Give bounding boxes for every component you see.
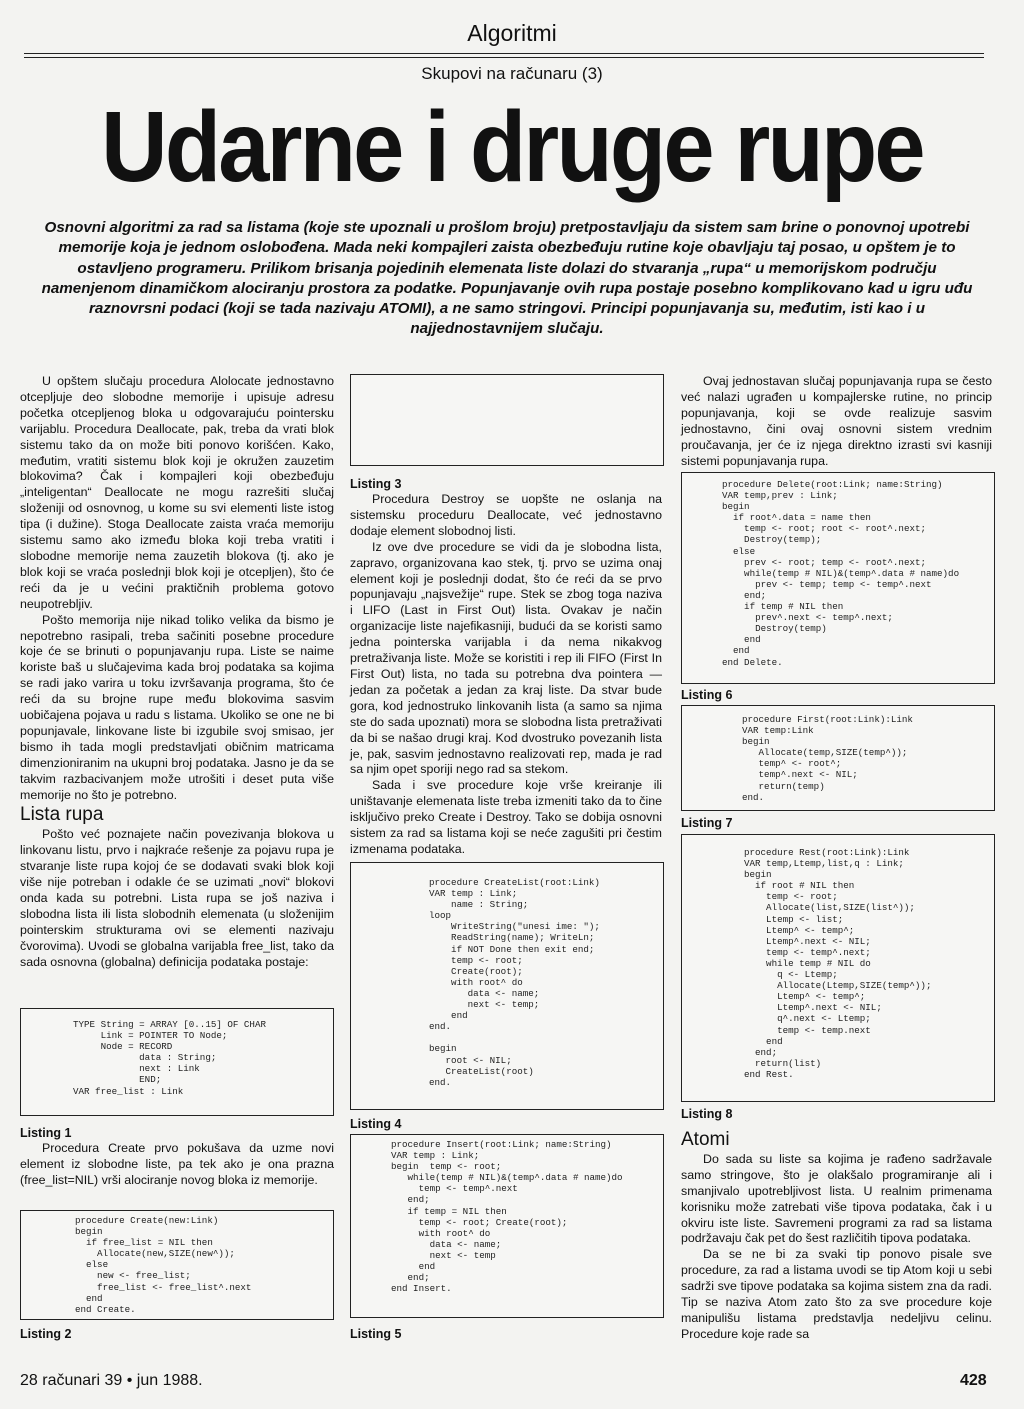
col1-paragraph-3: Pošto već poznajete način povezivanja blokova u linkovanu listu, prvo i najkraće rešenje za pojavu rupa je stvaranje liste rupa kojoj će se dodavati svaki blok koji više nije potreban i odakle će se uzimati „novi“ blokovi onda kada su potrebni. Lista rupa se još naziva i slobodna lista ili lista slobodnih elemenata (u složenijim pointerskim strukturama ovi se elementi nazivaju čvorovima). Uvodi se globalna varijabla free_list, tako da sada osnovna (globalna) definicija podataka postaje: <box>20 827 334 969</box>
column-1 <box>20 374 334 971</box>
column-1-bottom <box>20 1141 334 1189</box>
col3-paragraph-2: Do sada su liste sa kojima je rađeno sadržavale samo stringove, što je olakšalo programiranje ali i smanjivalo upotrebljivost lista. U realnim primenama korisniku može zatrebati više tipova podataka, čak i u okviru iste liste. Savremeni programi za rad sa listama podržavaju čak pet do šest različitih tipova podataka. <box>681 1151 992 1246</box>
footer-page-info: 28 računari 39 • jun 1988. <box>20 1372 203 1389</box>
listing-5-caption: Listing 5 <box>350 1327 402 1341</box>
heading-atomi: Atomi <box>681 1129 730 1150</box>
listing-4-box <box>350 862 664 1110</box>
col2-paragraph-1: Procedura Destroy se uopšte ne oslanja na sistemsku proceduru Deallocate, već jednostavno dodaje element slobodnoj listi. <box>350 492 662 538</box>
listing-8-caption: Listing 8 <box>681 1107 733 1121</box>
listing-1-code: TYPE String = ARRAY [0..15] OF CHAR Link = POINTER TO Node; Node = RECORD data : String; next : Link END; VAR free_list : Link <box>73 1019 266 1097</box>
listing-8-box <box>681 834 995 1102</box>
section-title: Algoritmi <box>467 20 557 46</box>
listing-6-caption: Listing 6 <box>681 688 733 702</box>
col1-paragraph-4: Procedura Create prvo pokušava da uzme novi element iz slobodne liste, pa tek ako je ona prazna (free_list=NIL) vrši alociranje novog bloka iz memorije. <box>20 1141 334 1187</box>
listing-2-caption: Listing 2 <box>20 1327 72 1341</box>
column-3-bottom <box>681 1129 992 1343</box>
heading-lista-rupa: Lista rupa <box>20 804 104 826</box>
listing-7-code: procedure First(root:Link):Link VAR temp:Link begin Allocate(temp,SIZE(temp^)); temp^ <- root^; temp^.next <- NIL; return(temp) end. <box>742 714 913 803</box>
listing-5-box <box>350 1134 664 1318</box>
listing-5-code: procedure Insert(root:Link; name:String) VAR temp : Link; begin temp <- root; while(temp # NIL)&(temp^.data # name)do temp <- temp^.next end; if temp = NIL then temp <- root; Create(root); with root^ do data <- name; next <- temp end end; end Insert. <box>391 1139 623 1295</box>
col1-paragraph-2: Pošto memorija nije nikad toliko velika da bismo je nepotrebno rasipali, treba sačiniti posebne procedure koje će se brinuti o popunjavanju rupa. Liste se naime koriste baš u slučajevima kada broj podataka sa kojima se radi jako varira u toku izvršavanja programa, što će reći da su brojne rupe među blokovima sasvim uobičajena pojava u radu s listama. Ukoliko se one ne bi popunjavale, linkovane liste bi izgubile svoj smisao, jer bismo ih tada mogli predstavljati običnim matricama dimenzioniranim na ukupni broj podataka. Jasno je da se takvim razbacivanjem može utrošiti i deset puta više memorije no što je potrebno. <box>20 612 334 802</box>
listing-3-caption: Listing 3 <box>350 477 402 491</box>
column-3 <box>681 374 992 469</box>
listing-6-code: procedure Delete(root:Link; name:String) VAR temp,prev : Link; begin if root^.data = name then temp <- root; root <- root^.next; Destroy(temp); else prev <- root; temp <- root^.next; while(temp # NIL)&(temp^.data # name)do prev <- temp; temp <- temp^.next end; if temp # NIL then prev^.next <- temp^.next; Destroy(temp) end end end Delete. <box>722 479 960 668</box>
listing-1-caption: Listing 1 <box>20 1126 72 1140</box>
footer-page-number: 428 <box>960 1372 987 1389</box>
col2-paragraph-3: Sada i sve procedure koje vrše kreiranje ili uništavanje elemenata liste treba izmeniti tako da to čine isključivo preko Create i Destroy. Tako se dobija osnovni sistem za rad sa listama koji se neće zagušiti pri čestim izmenama podataka. <box>350 778 662 856</box>
listing-1-box <box>20 1008 334 1116</box>
col1-paragraph-1: U opštem slučaju procedura Alolocate jednostavno otcepljuje deo slobodne memorije i upisuje adresu početka otcepljenog bloka u odgovarajuću pointersku varijablu. Procedura Deallocate, pak, treba da vrati blok sistemu tako da on može biti ponovo korišćen. Kako, međutim, vratiti sistemu blok koji je okružen zauzetim blokovima? Čak i kompajleri koji obezbeđuju „inteligentan“ Deallocate ne mogu razrešiti slučaj složeniji od osnovnog, u kome su svi elementi liste istog tipa (i dužine). Stoga Deallocate zaista vraća memoriju sistemu samo ako između bloka koji treba vratiti i slobodne memorije nema zauzetih blokova (tj. ako je blok koji se vraća poslednji blok koji je otcepljen), što će reći da je u većini praktičnih problema gotovo neupotrebljiv. <box>20 374 334 611</box>
header-rule-bottom <box>24 57 984 58</box>
listing-4-caption: Listing 4 <box>350 1117 402 1131</box>
col3-paragraph-1: Ovaj jednostavan slučaj popunjavanja rupa se često već nalazi ugrađen u kompajlerske rutine, no princip popunjavanja, koji se ovde realizuje sasvim jednostavno, čini ovaj osnovni sistem vrednim proučavanja, jer će iz njega direktno izrasti svi kasniji sistemi popunjavanja rupa. <box>681 374 992 468</box>
listing-3-box <box>350 374 664 466</box>
listing-2-code: procedure Create(new:Link) begin if free_list = NIL then Allocate(new,SIZE(new^)); else new <- free_list; free_list <- free_list^.next end end Create. <box>75 1215 252 1315</box>
col2-paragraph-2: Iz ove dve procedure se vidi da je slobodna lista, zapravo, organizovana kao stek, tj. prvo se uzima onaj element koji je poslednji dodat, što će reći da se prvo popunjavaju „najsvežije“ rupe. Stek se zbog toga naziva i LIFO (Last in First Out) lista. Ovakav je način organizacije liste najefikasniji, budući da se koristi samo jedna pointerska varijabla i da nema nikakvog pretraživanja liste. Može se koristiti i rep ili FIFO (First In First Out) lista, no tada su potrebna dva pointera — jedan za početak a jedan za kraj liste. Da stvar bude gora, kod jednostruko linkovanih lista (a samo sa njima ste do sada upoznati) mora se slobodna lista pretraživati da bi se našao drugi kraj. Kod dvostruko povezanih lista je, pak, sasvim jednostavno realizovati rep, mada je rad sa njim opet sporiji nego rad sa stekom. <box>350 539 662 777</box>
headline: Udarne i druge rupe <box>101 91 923 203</box>
column-2 <box>350 492 662 858</box>
listing-8-code: procedure Rest(root:Link):Link VAR temp,Ltemp,list,q : Link; begin if root # NIL then temp <- root; Allocate(list,SIZE(list^)); Ltemp <- list; Ltemp^ <- temp^; Ltemp^.next <- NIL; temp <- temp^.next; while temp # NIL do q <- Ltemp; Allocate(Ltemp,SIZE(temp^)); Ltemp^ <- temp^; Ltemp^.next <- NIL; q^.next <- Ltemp; temp <- temp.next end end; return(list) end Rest. <box>744 847 932 1080</box>
intro-paragraph: Osnovni algoritmi za rad sa listama (koje ste upoznali u prošlom broju) pretpostavljaju da sistem sam brine o ponovnoj upotrebi memorije koja je jednom oslobođena. Mada neki kompajleri zaista obezbeđuju rutine koje obavljaju taj posao, u opštem je to ostavljeno programeru. Prilikom brisanja pojedinih elemenata liste dolazi do stvaranja „rupa“ u memorijskom području namenjenom dinamičkom alociranju prostora za podatke. Popunjavanje ovih rupa postaje posebno komplikovano kad u igru uđu raznovrsni podaci (koji se tada nazivaju ATOMI), a ne samo stringovi. Principi popunjavanja su, međutim, isti kao i u najjednostavnijem slučaju. <box>41 219 973 338</box>
listing-7-caption: Listing 7 <box>681 816 733 830</box>
listing-4-code: procedure CreateList(root:Link) VAR temp : Link; name : String; loop WriteString("unesi ime: "); ReadString(name); WriteLn; if NOT Done then exit end; temp <- root; Create(root); with root^ do data <- name; next <- temp; end end. begin root <- NIL; CreateList(root) end. <box>429 877 600 1088</box>
subtitle: Skupovi na računaru (3) <box>421 64 603 83</box>
listing-6-box <box>681 472 995 684</box>
listing-7-box <box>681 705 995 811</box>
header-rule-top <box>24 53 984 54</box>
listing-2-box <box>20 1210 334 1320</box>
col3-paragraph-3: Da se ne bi za svaki tip ponovo pisale sve procedure, za rad a listama uvodi se tip Atom koji u sebi sadrži sve tipove podataka sa kojima sistem zna da radi. Tip se naziva Atom zato što za sve procedure koje manipulišu listama predstavlja nedeljivu celinu. Procedure koje rade sa <box>681 1247 992 1341</box>
